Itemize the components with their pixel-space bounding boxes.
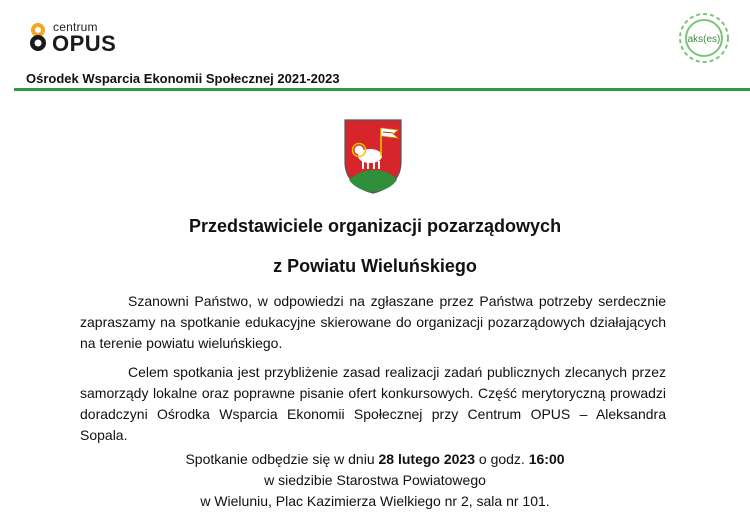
akses-badge-icon (672, 10, 736, 66)
paragraph-2-text: Celem spotkania jest przybliżenie zasad realizacji zadań publicznych zlecanych przez samorządy lokalne oraz poprawne pisanie ofert konkursowych. Część merytoryczną prowadzi doradczyni Ośrodka Wsparcia Ekonomii Społecznej przy Centrum OPUS – Aleksandra Sopala. (80, 364, 666, 443)
logo-big-text: OPUS (52, 31, 117, 56)
centrum-opus-logo (27, 18, 147, 58)
header-divider (14, 88, 750, 91)
meeting-time: 16:00 (528, 451, 565, 467)
invitation-paragraph (80, 291, 666, 354)
purpose-paragraph (80, 362, 666, 446)
paragraph-1-text: Szanowni Państwo, w odpowiedzi na zgłaszane przez Państwa potrzeby serdecznie zapraszamy na spotkanie edukacyjne skierowane do organizacji pozarządowych działających na terenie powiatu wieluńskiego. (80, 293, 666, 351)
meeting-date-line (0, 451, 750, 467)
meeting-date: 28 lutego 2023 (378, 451, 475, 467)
meeting-mid: o godz. (475, 451, 529, 467)
coat-of-arms (343, 118, 403, 194)
meeting-address-line: w Wieluniu, Plac Kazimierza Wielkiego nr 2, sala nr 101. (200, 493, 550, 509)
document-title-line1: Przedstawiciele organizacji pozarządowych (188, 216, 562, 236)
organization-title: Ośrodek Wsparcia Ekonomii Społecznej 2021-2023 (26, 71, 340, 86)
document-title-line2: z Powiatu Wieluńskiego (273, 256, 477, 276)
badge-text: aks(es) (687, 34, 721, 45)
logo-small-text: centrum (53, 20, 98, 34)
akses-badge (672, 10, 736, 66)
meeting-prefix: Spotkanie odbędzie się w dniu (185, 451, 379, 467)
opus-logo-mark-icon (27, 22, 49, 52)
coat-of-arms-icon (343, 118, 403, 194)
meeting-venue-line: w siedzibie Starostwa Powiatowego (264, 472, 486, 488)
